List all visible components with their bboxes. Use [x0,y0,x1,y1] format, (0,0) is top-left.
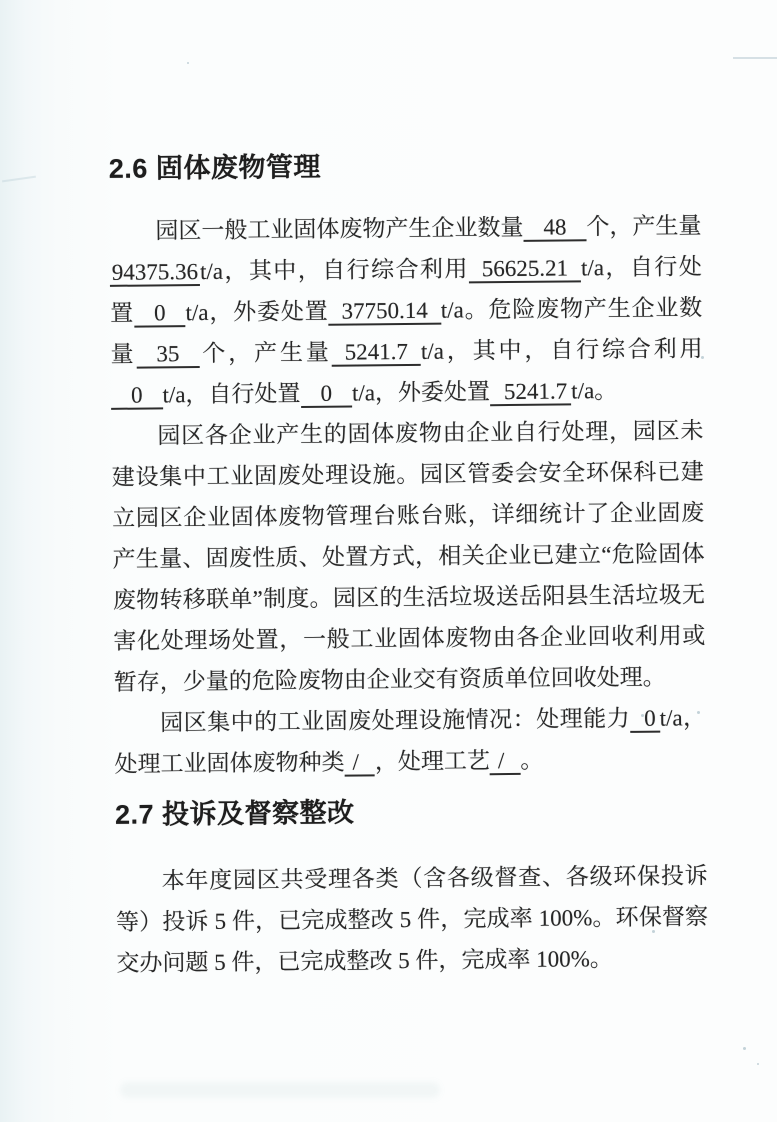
text-run: t/a，自行处置 [110,254,702,326]
text-run: 。 [520,747,544,773]
text-run: 园区集中的工业固废处理设施情况：处理能力 [160,705,631,736]
filled-blank-outsourced: 37750.14 [328,298,441,326]
filled-blank-hazwaste-enterprise-count: 35 [136,341,199,369]
text-run: t/a。危险废物产生企业数量 [110,295,703,367]
filled-blank-self-utilized: 56625.21 [469,255,582,283]
text-run: t/a，处理工业固体废物种类 [114,705,707,777]
ink-bleed-smudge [120,1082,440,1098]
text-run: ，处理工艺 [374,748,491,775]
text-run: t/a，其中，自行综合利用 [420,336,703,364]
filled-blank-hazwaste-self-utilized: 0 [111,382,163,409]
scan-speckle [187,62,189,64]
filled-blank-enterprise-count: 48 [523,214,586,242]
filled-blank-hazwaste-self-disposed: 0 [300,381,352,408]
filled-blank-self-disposed: 0 [134,300,186,327]
scan-speckle [757,1063,759,1065]
text-run: t/a，外委处置 [351,379,491,406]
filled-blank-process: / [490,748,521,775]
filled-blank-hazwaste-output: 5241.7 [332,339,422,367]
section-2-6-heading: 2.6 固体废物管理 [108,151,322,184]
waste-disposal-description-paragraph: 园区各企业产生的固体废物由企业自行处理，园区未建设集中工业固废处理设施。园区管委会安全环保科已建立园区企业固体废物管理台账台账，详细统计了企业固废产生量、固废性质、处置方式，相关企业已建立“危险固体废物转移联单”制度。园区的生活垃圾送岳阳县生活垃圾无害化处理场处置，一般工业固体废物由各企业回收利用或暂存，少量的危险废物由企业交有资质单位回收处理。 [111,418,706,695]
text-run: t/a，自行处置 [162,381,301,408]
filled-blank-hazwaste-outsourced: 5241.7 [490,378,572,406]
text-run: t/a。 [571,377,618,404]
text-run: t/a，外委处置 [185,298,329,326]
text-run: 个，产生量 [199,339,332,366]
report-text-block [109,145,709,984]
scan-speckle [743,1047,746,1050]
filled-blank-total-output: 94375.36 [110,259,201,287]
central-facility-paragraph [114,697,707,785]
scan-streak-left [2,176,36,183]
text-run: 个，产生量 [586,213,702,240]
section-2-7-heading: 2.7 投诉及督察整改 [114,797,355,830]
complaints-rectification-paragraph: 本年度园区共受理各类（含各级督查、各级环保投诉等）投诉 5 件，已完成整改 5 件，完成率 100%。环保督察交办问题 5 件，已完成整改 5 件，完成率 100%。 [115,863,709,976]
text-run: 园区一般工业固体废物产生企业数量 [155,214,524,244]
solid-waste-statistics-paragraph [109,205,703,416]
filled-blank-waste-types: / [344,749,375,776]
scan-streak-top-right [733,57,777,59]
filled-blank-capacity: 0 [630,706,660,733]
text-run: t/a，其中，自行综合利用 [199,256,469,284]
